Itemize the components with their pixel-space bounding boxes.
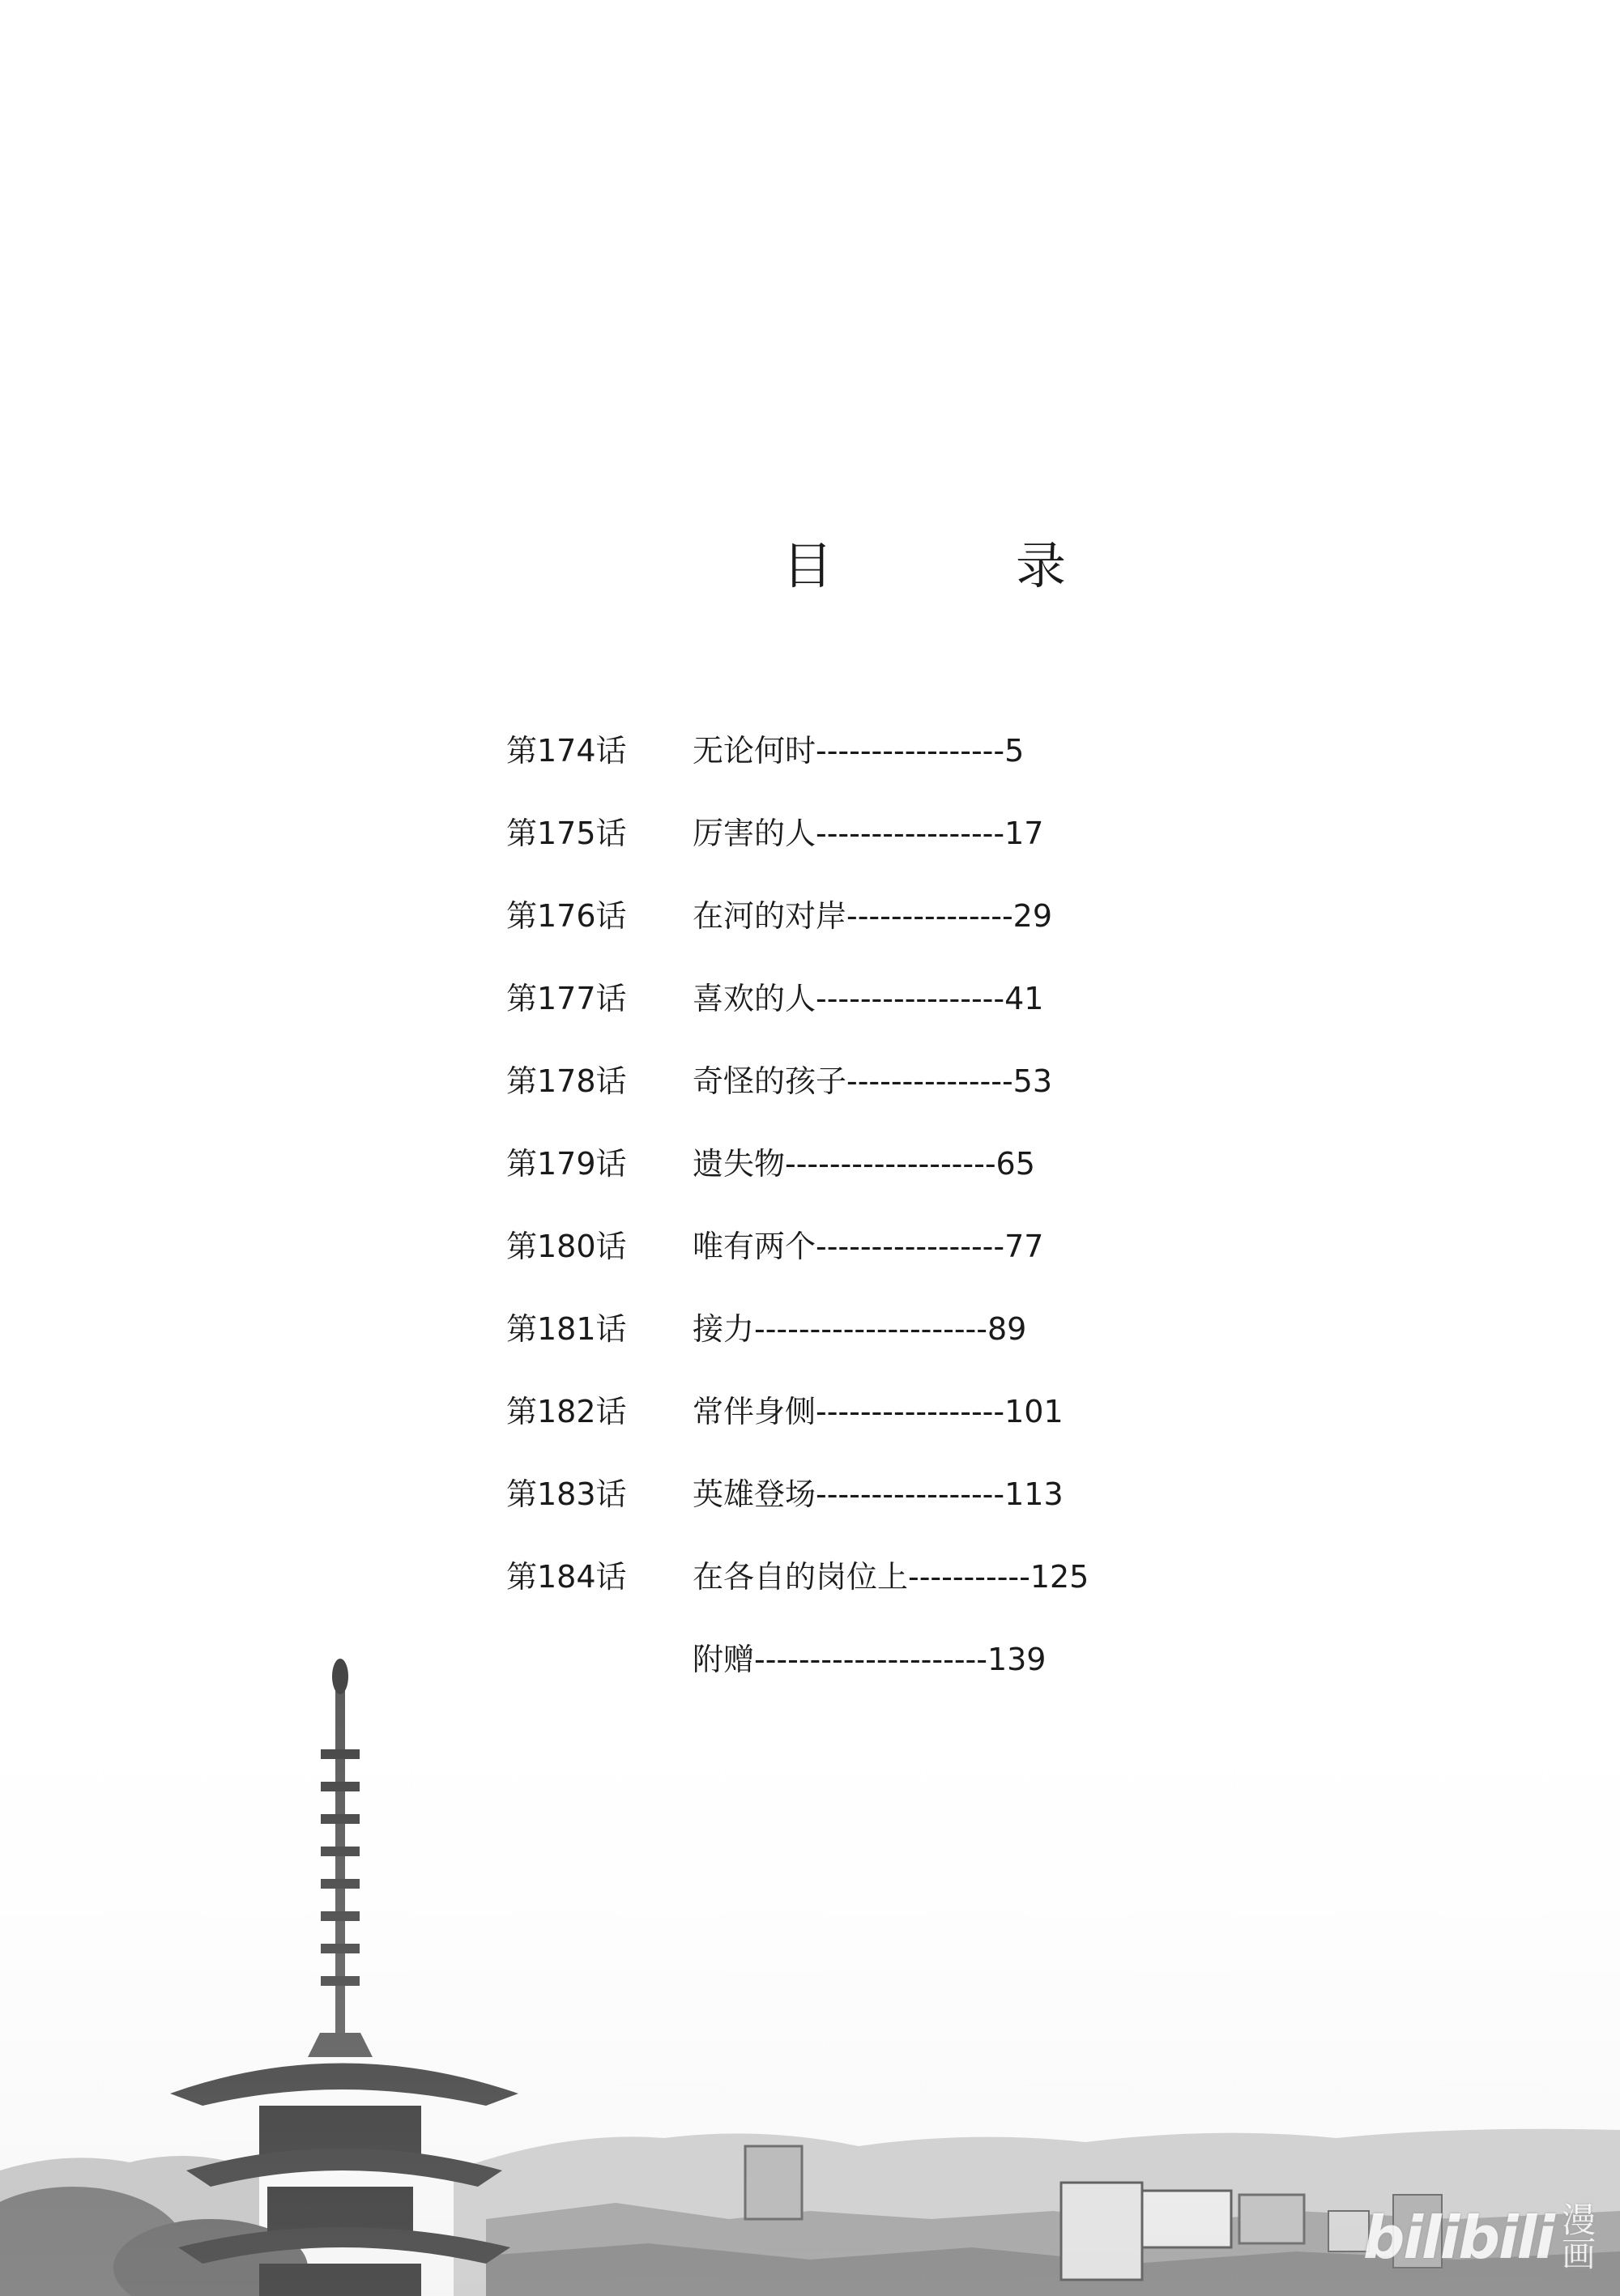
toc-row [506, 1532, 1235, 1615]
toc-entry-title: 喜欢的人-----------------41 [693, 980, 1044, 1016]
toc-chapter-label: 第176话 [506, 897, 627, 934]
toc-list [506, 706, 1235, 1698]
toc-row [506, 1284, 1235, 1367]
toc-chapter-label: 第180话 [506, 1228, 627, 1264]
toc-row [506, 1450, 1235, 1532]
toc-row [506, 1119, 1235, 1202]
toc-entry-title: 唯有两个-----------------77 [693, 1228, 1044, 1264]
toc-chapter-label: 第183话 [506, 1476, 627, 1512]
toc-row [506, 954, 1235, 1037]
toc-row [506, 1202, 1235, 1284]
manga-label [1561, 2200, 1596, 2274]
toc-chapter-label: 第175话 [506, 815, 627, 851]
toc-chapter-label: 第182话 [506, 1393, 627, 1429]
toc-chapter-label: 第174话 [506, 732, 627, 769]
manga-label-line1: 漫 [1561, 2200, 1596, 2240]
pagoda-cityscape-illustration [0, 1652, 1620, 2296]
toc-chapter-label: 第178话 [506, 1063, 627, 1099]
toc-entry-title: 无论何时-----------------5 [693, 732, 1025, 769]
toc-chapter-label: 第177话 [506, 980, 627, 1016]
toc-entry-title: 英雄登场-----------------113 [693, 1476, 1064, 1512]
toc-row [506, 1037, 1235, 1119]
toc-chapter-label: 第184话 [506, 1558, 627, 1595]
toc-chapter-label: 第179话 [506, 1145, 627, 1182]
toc-entry-title: 在河的对岸---------------29 [693, 897, 1053, 934]
toc-row [506, 789, 1235, 871]
bilibili-manga-watermark [1362, 2200, 1596, 2274]
manga-label-line2: 画 [1561, 2234, 1596, 2274]
toc-entry-title: 在各自的岗位上-----------125 [693, 1558, 1089, 1595]
bilibili-logo: bilibili [1362, 2204, 1554, 2272]
toc-row [506, 1367, 1235, 1450]
toc-entry-title: 常伴身侧-----------------101 [693, 1393, 1064, 1429]
toc-row [506, 706, 1235, 789]
toc-entry-title: 遗失物-------------------65 [693, 1145, 1035, 1182]
toc-row [506, 871, 1235, 954]
toc-entry-title: 附赠---------------------139 [693, 1641, 1047, 1677]
toc-entry-title: 奇怪的孩子---------------53 [693, 1063, 1053, 1099]
page-title: 目 录 [782, 536, 1133, 595]
toc-chapter-label: 第181话 [506, 1310, 627, 1347]
toc-entry-title: 接力---------------------89 [693, 1310, 1027, 1347]
toc-entry-title: 厉害的人-----------------17 [693, 815, 1044, 851]
